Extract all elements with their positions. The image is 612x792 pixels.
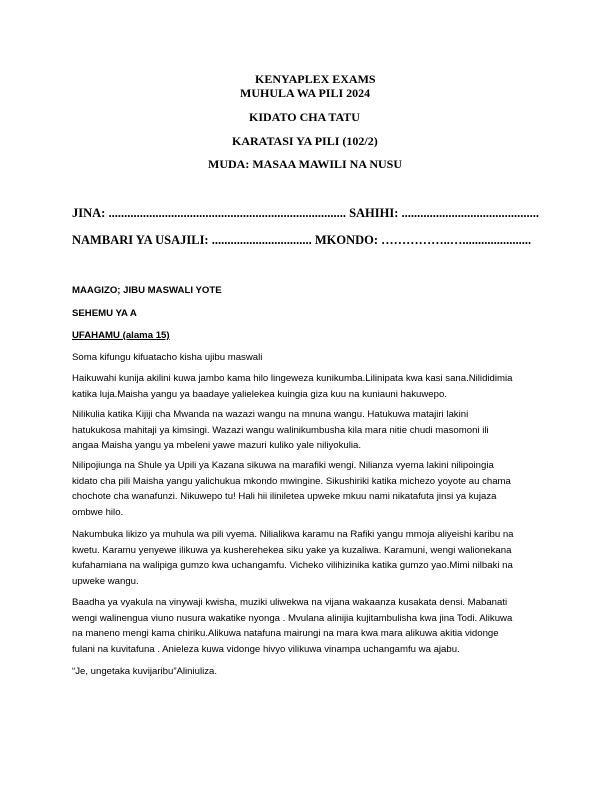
header-org: KENYAPLEX EXAMS bbox=[255, 72, 376, 86]
passage-paragraph-5 bbox=[72, 595, 542, 657]
passage-line: Nilikulia katika Kijiji cha Mwanda na wazazi wangu na mnuna wangu. Hatukuwa matajiri lakini bbox=[72, 409, 469, 420]
passage-line: kwetu. Karamu yenyewe ilikuwa ya kusherehekea siku yake ya kuzaliwa. Karamuni, wengi walionekana bbox=[72, 544, 512, 556]
passage-line: chochote cha wanafunzi. Nikuwepo tu! Hali hii iliniletea upweke mkuu nami nikatafuta jinsi ya kujaza bbox=[72, 491, 497, 502]
passage-line: angaa Maisha yangu ya mbeleni yawe mazuri kuliko yale niliyokulia. bbox=[72, 440, 362, 451]
passage-line: kidato cha pili Maisha yangu yalichukua mkondo mwingine. Sikushiriki katika michezo yoyote au chama bbox=[72, 475, 511, 487]
passage-line: kufahamiana na walipiga gumzo kwa uchangamfu. Vicheko vilihizinika katika gumzo yao.Mimi nilbaki na bbox=[72, 560, 513, 571]
passage-paragraph-4 bbox=[72, 527, 542, 589]
registration-stream-field[interactable]: NAMBARI YA USAJILI: ................................ MKONDO: ……………..…...................... bbox=[72, 233, 532, 247]
topic-heading: UFAHAMU (alama 15) bbox=[72, 330, 170, 341]
passage-line: Nakumbuka likizo ya muhula wa pili vyema. Nilialikwa karamu na Rafiki yangu mmoja aliyeishi karibu na bbox=[72, 529, 514, 540]
passage-line: upweke wangu. bbox=[72, 575, 139, 587]
passage-line: ombwe hilo. bbox=[72, 506, 124, 518]
passage-line: wengi walinengua viuno nusura wakatike nyonga . Mvulana alinijia kujitambulisha kwa jina Todi. Alikuwa bbox=[72, 612, 513, 624]
instructions-heading: MAAGIZO; JIBU MASWALI YOTE bbox=[72, 285, 222, 296]
passage-line: Baadha ya vyakula na vinywaji kwisha, muziki uliwekwa na vijana wakaanza kusakata densi. Mabanati bbox=[72, 597, 508, 608]
name-signature-field[interactable]: JINA: ............................................................................ SAHIHI: ............................................ bbox=[72, 206, 540, 220]
header-term: MUHULA WA PILI 2024 bbox=[240, 86, 371, 100]
reading-prompt: Soma kifungu kifuatacho kisha ujibu maswali bbox=[72, 352, 263, 363]
passage-paragraph-2 bbox=[72, 407, 542, 454]
passage-paragraph-1 bbox=[72, 371, 542, 402]
passage-line: katika luja.Maisha yangu ya baadaye yalielekea kuingia giza kuu na kuniauni hakuwepo. bbox=[72, 388, 447, 400]
passage-line: hatukukosa mahitaji ya kimsingi. Wazazi wangu walinikumbusha kila mara nitie chudi masomoni ili bbox=[72, 424, 489, 436]
header-paper: KARATASI YA PILI (102/2) bbox=[232, 134, 378, 148]
passage-line: Haikuwahi kunija akilini kuwa jambo kama hilo lingeweza kunikumba.Lilinipata kwa kasi sana.Nilididimia bbox=[72, 373, 513, 384]
passage-line: na maneno mengi kama chiriku.Alikuwa natafuna mairungi na mara kwa mara alikuwa akitia vidonge bbox=[72, 628, 499, 639]
section-heading: SEHEMU YA A bbox=[72, 308, 137, 319]
header-duration: MUDA: MASAA MAWILI NA NUSU bbox=[208, 157, 403, 171]
passage-line: “Je, ungetaka kuvijaribu”Aliniuliza. bbox=[72, 666, 218, 677]
passage-line: Nilipojiunga na Shule ya Upili ya Kazana sikuwa na marafiki wengi. Nilianza vyema lakini nilipoingia bbox=[72, 460, 494, 471]
header-form: KIDATO CHA TATU bbox=[249, 110, 360, 124]
passage-paragraph-6 bbox=[72, 664, 542, 680]
passage-line: fulani na kuvitafuna . Anieleza kuwa vidonge hivyo vilikuwa vinampa uchangamfu wa ajabu. bbox=[72, 643, 460, 655]
passage-paragraph-3 bbox=[72, 458, 542, 520]
